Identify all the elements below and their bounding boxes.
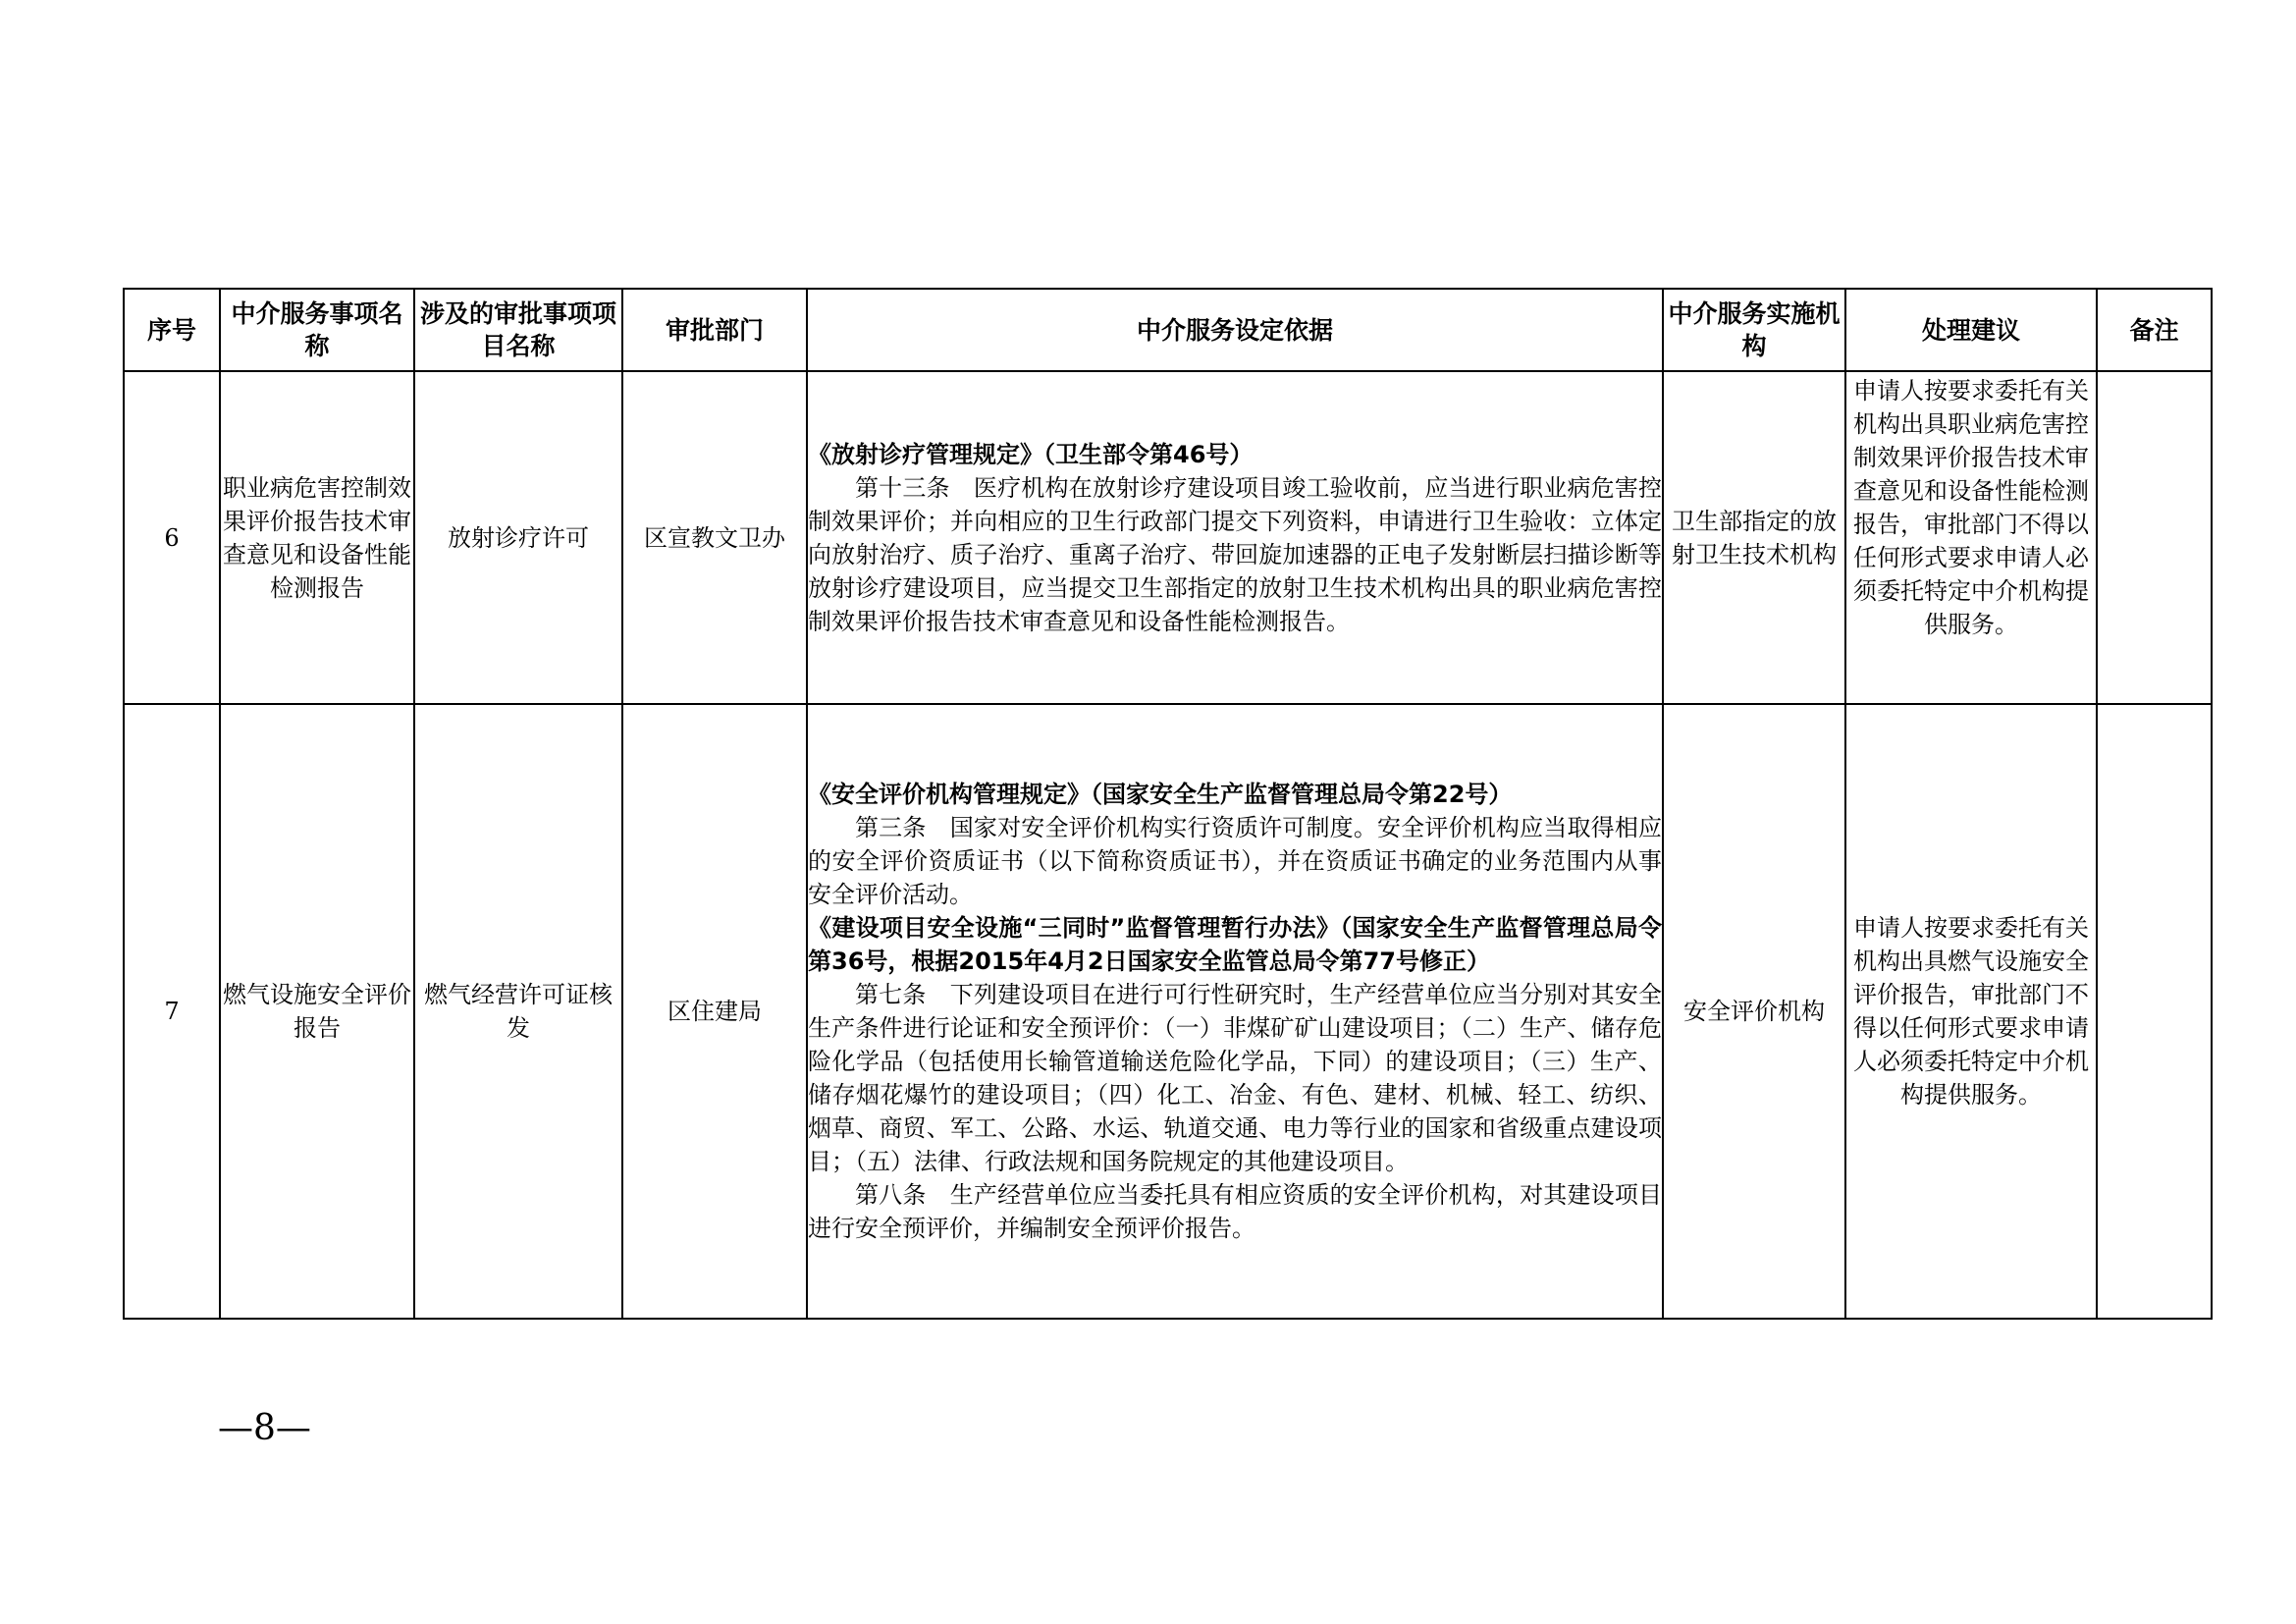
row-handling-suggestion: 申请人按要求委托有关机构出具职业病危害控制效果评价报告技术审查意见和设备性能检测报告，审批部门不得以任何形式要求申请人必须委托特定中介机构提供服务。 <box>1845 371 2097 704</box>
basis-article: 第七条 下列建设项目在进行可行性研究时，生产经营单位应当分别对其安全生产条件进行论证和安全预评价：（一）非煤矿矿山建设项目；（二）生产、储存危险化学品（包括使用长输管道输送危险化学品，下同）的建设项目；（三）生产、储存烟花爆竹的建设项目；（四）化工、冶金、有色、建材、机械、轻工、纺织、烟草、商贸、军工、公路、水运、轨道交通、电力等行业的国家和省级重点建设项目；（五）法律、行政法规和国务院规定的其他建设项目。 <box>808 981 1662 1175</box>
basis-regulation-title: 《建设项目安全设施“三同时”监督管理暂行办法》（国家安全生产监督管理总局令第36号，根据2015年4月2日国家安全监管总局令第77号修正） <box>808 914 1662 975</box>
table-row <box>124 371 2212 704</box>
row-remarks <box>2097 371 2212 704</box>
basis-article: 第三条 国家对安全评价机构实行资质许可制度。安全评价机构应当取得相应的安全评价资质证书（以下简称资质证书），并在资质证书确定的业务范围内从事安全评价活动。 <box>808 814 1662 908</box>
header-handling-suggestion: 处理建议 <box>1845 289 2097 371</box>
basis-article: 第十三条 医疗机构在放射诊疗建设项目竣工验收前，应当进行职业病危害控制效果评价；并向相应的卫生行政部门提交下列资料，申请进行卫生验收：立体定向放射治疗、质子治疗、重离子治疗、带回旋加速器的正电子发射断层扫描诊断等放射诊疗建设项目，应当提交卫生部指定的放射卫生技术机构出具的职业病危害控制效果评价报告技术审查意见和设备性能检测报告。 <box>808 473 1662 635</box>
intermediary-service-table <box>123 288 2213 1320</box>
row-approval-department: 区住建局 <box>622 704 807 1319</box>
row-legal-basis <box>807 704 1663 1319</box>
row-approval-department: 区宣教文卫办 <box>622 371 807 704</box>
header-service-name: 中介服务事项名称 <box>220 289 414 371</box>
basis-regulation-title: 《放射诊疗管理规定》（卫生部令第46号） <box>808 440 1254 468</box>
row-implementing-agency: 卫生部指定的放射卫生技术机构 <box>1663 371 1845 704</box>
basis-article: 第八条 生产经营单位应当委托具有相应资质的安全评价机构，对其建设项目进行安全预评价，并编制安全预评价报告。 <box>808 1181 1662 1242</box>
row-serial-number: 7 <box>124 704 220 1319</box>
header-remarks: 备注 <box>2097 289 2212 371</box>
row-handling-suggestion: 申请人按要求委托有关机构出具燃气设施安全评价报告，审批部门不得以任何形式要求申请人必须委托特定中介机构提供服务。 <box>1845 704 2097 1319</box>
row-legal-basis <box>807 371 1663 704</box>
row-remarks <box>2097 704 2212 1319</box>
table-row <box>124 704 2212 1319</box>
page-number: —8— <box>218 1408 311 1448</box>
row-implementing-agency: 安全评价机构 <box>1663 704 1845 1319</box>
header-implementing-agency: 中介服务实施机构 <box>1663 289 1845 371</box>
row-serial-number: 6 <box>124 371 220 704</box>
basis-regulation-title: 《安全评价机构管理规定》（国家安全生产监督管理总局令第22号） <box>808 781 1513 808</box>
row-approval-item: 放射诊疗许可 <box>414 371 622 704</box>
header-serial-number: 序号 <box>124 289 220 371</box>
header-legal-basis: 中介服务设定依据 <box>807 289 1663 371</box>
header-approval-department: 审批部门 <box>622 289 807 371</box>
row-service-name: 燃气设施安全评价报告 <box>220 704 414 1319</box>
row-approval-item: 燃气经营许可证核发 <box>414 704 622 1319</box>
header-approval-item: 涉及的审批事项项目名称 <box>414 289 622 371</box>
table-header-row <box>124 289 2212 371</box>
row-service-name: 职业病危害控制效果评价报告技术审查意见和设备性能检测报告 <box>220 371 414 704</box>
